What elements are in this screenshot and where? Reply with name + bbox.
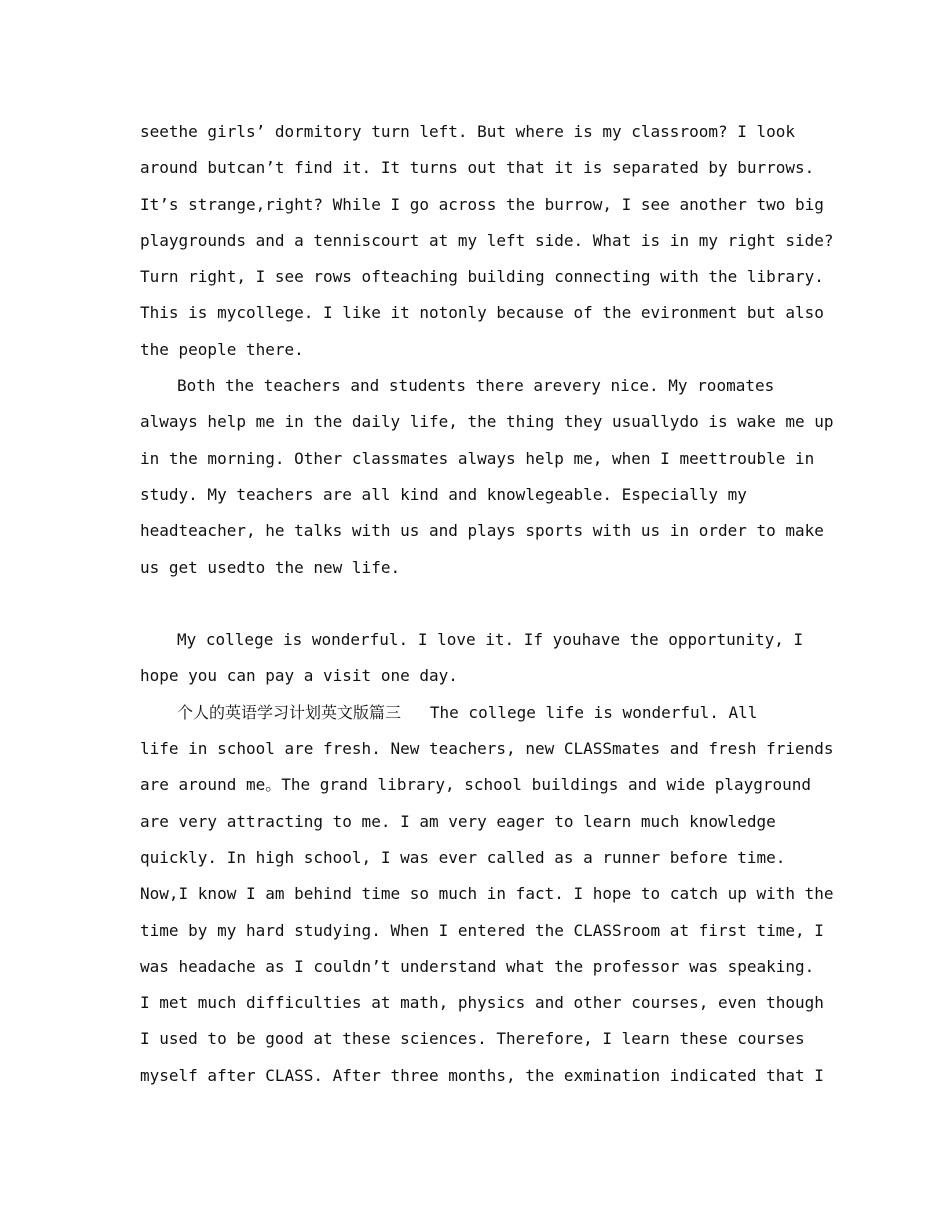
blank-line xyxy=(140,586,820,622)
body-text xyxy=(140,114,834,1094)
text-line: I met much difficulties at math, physics and other courses, even though xyxy=(140,993,824,1013)
section-heading-line: 个人的英语学习计划英文版篇三 The college life is wonderful. All xyxy=(177,702,758,722)
text-line: study. My teachers are all kind and knowlegeable. Especially my xyxy=(140,484,747,504)
text-line: are around me。The grand library, school buildings and wide playground xyxy=(140,775,812,795)
paragraph-start-line: Both the teachers and students there arevery nice. My roomates xyxy=(177,376,775,396)
text-line: myself after CLASS. After three months, the exmination indicated that I xyxy=(140,1065,824,1085)
text-line: seethe girls’ dormitory turn left. But where is my classroom? I look xyxy=(140,122,796,141)
text-line: us get usedto the new life. xyxy=(140,557,401,577)
text-line: was headache as I couldn’t understand what the professor was speaking. xyxy=(140,956,815,976)
text-line: hope you can pay a visit one day. xyxy=(140,666,458,686)
text-line: are very attracting to me. I am very eager to learn much knowledge xyxy=(140,811,776,831)
text-line: quickly. In high school, I was ever called as a runner before time. xyxy=(140,847,786,867)
text-line: time by my hard studying. When I entered the CLASSroom at first time, I xyxy=(140,920,824,940)
text-line: This is mycollege. I like it notonly because of the evironment but also xyxy=(140,303,824,323)
text-line: playgrounds and a tenniscourt at my left side. What is in my right side? xyxy=(140,230,834,250)
text-line: It’s strange,right? While I go across the burrow, I see another two big xyxy=(140,194,824,214)
text-line: the people there. xyxy=(140,339,304,359)
text-line: always help me in the daily life, the thing they usuallydo is wake me up xyxy=(140,412,834,432)
text-line: around butcan’t find it. It turns out that it is separated by burrows. xyxy=(140,158,815,178)
text-line: Turn right, I see rows ofteaching building connecting with the library. xyxy=(140,267,824,287)
text-line: I used to be good at these sciences. Therefore, I learn these courses xyxy=(140,1029,805,1049)
text-line: headteacher, he talks with us and plays sports with us in order to make xyxy=(140,521,824,541)
paragraph-start-line: My college is wonderful. I love it. If youhave the opportunity, I xyxy=(177,630,804,650)
text-line: in the morning. Other classmates always help me, when I meettrouble in xyxy=(140,448,815,468)
text-line: Now,I know I am behind time so much in fact. I hope to catch up with the xyxy=(140,884,834,904)
text-line: life in school are fresh. New teachers, new CLASSmates and fresh friends xyxy=(140,739,834,759)
